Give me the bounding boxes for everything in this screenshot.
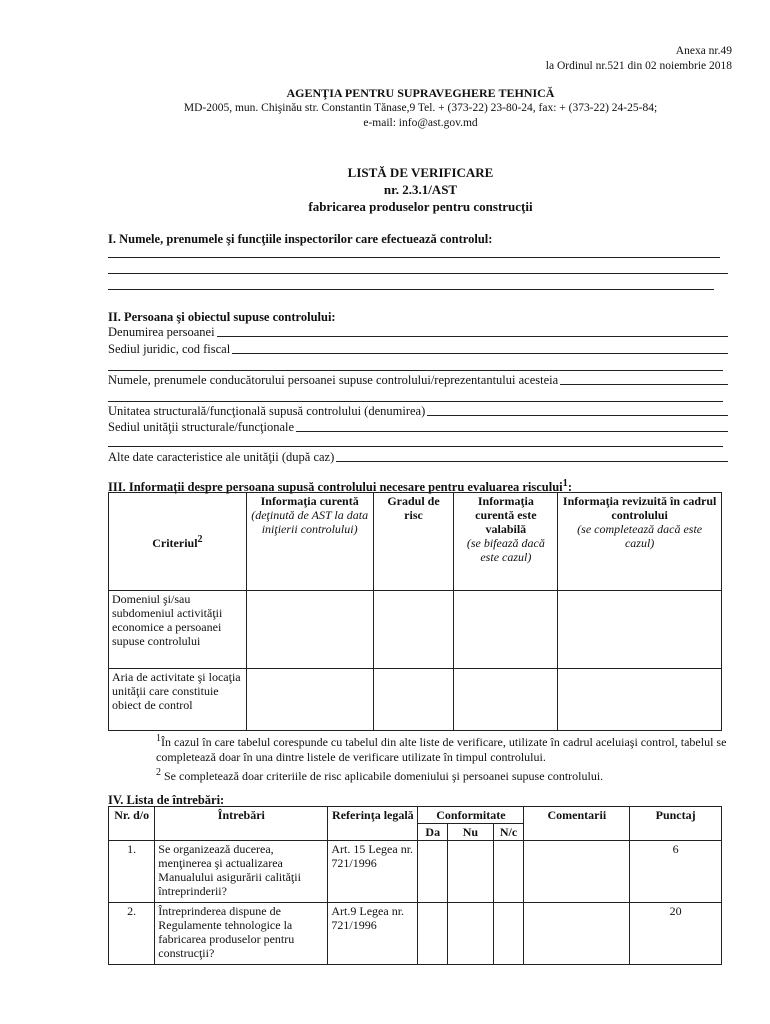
inspector-line-1[interactable] bbox=[108, 257, 720, 258]
field-other-data[interactable] bbox=[108, 449, 728, 465]
field-structural-unit[interactable] bbox=[108, 403, 728, 419]
row-number: 1. bbox=[109, 841, 155, 903]
col-conformity: Conformitate bbox=[418, 807, 524, 824]
row-number: 2. bbox=[109, 903, 155, 965]
col-current-info-label: Informaţia curentă bbox=[260, 494, 359, 508]
field-label: Sediul unităţii structurale/funcţionale bbox=[108, 420, 295, 434]
col-valid-note: (se bifează dacă este cazul) bbox=[466, 536, 545, 564]
criteria-cell: Domeniul şi/sau subdomeniul activităţii economice a persoanei supuse controlului bbox=[109, 591, 247, 669]
input-cell[interactable] bbox=[246, 591, 373, 669]
footnote-1 bbox=[156, 731, 736, 765]
yes-cell[interactable] bbox=[418, 903, 448, 965]
col-risk-level bbox=[373, 493, 454, 591]
footnote-2-text: Se completează doar criteriile de risc aplicabile domeniului şi persoanei supuse controlului. bbox=[164, 769, 604, 783]
col-yes: Da bbox=[418, 824, 448, 841]
question-text: Se organizează ducerea, menţinerea şi actualizarea Manualului asigurării calităţii întreprinderii? bbox=[155, 841, 328, 903]
col-criteriu-label: Criteriul bbox=[152, 536, 198, 550]
heading-colon: : bbox=[567, 480, 573, 495]
checkbox-cell[interactable] bbox=[454, 669, 558, 731]
footnote-2 bbox=[156, 765, 736, 784]
points-cell: 20 bbox=[630, 903, 722, 965]
field-manager-name[interactable] bbox=[108, 372, 728, 388]
footnote-ref: 2 bbox=[197, 534, 203, 545]
field-legal-address[interactable] bbox=[108, 341, 728, 357]
col-legal-ref: Referinţa legală bbox=[328, 807, 418, 841]
col-na: N/c bbox=[493, 824, 524, 841]
col-revised-note: (se completează dacă este cazul) bbox=[577, 522, 703, 550]
footnote-2-mark: 2 bbox=[156, 767, 161, 778]
col-questions: Întrebări bbox=[155, 807, 328, 841]
questions-table bbox=[108, 806, 722, 965]
section-1-heading: I. Numele, prenumele şi funcţiile inspectorilor care efectuează controlul: bbox=[108, 232, 493, 246]
agency-block bbox=[108, 86, 733, 131]
annex-number: Anexa nr.49 bbox=[675, 45, 732, 57]
col-valid bbox=[454, 493, 558, 591]
question-text: Întreprinderea dispune de Regulamente tehnologice la fabricarea produselor pentru construcţii? bbox=[155, 903, 328, 965]
agency-address: MD-2005, mun. Chişinău str. Constantin Tănase,9 Tel. + (373-22) 23-80-24, fax: + (373-22) 24-25-84; bbox=[183, 102, 658, 114]
title-line-1: LISTĂ DE VERIFICARE bbox=[347, 165, 494, 180]
title-line-2: nr. 2.3.1/AST bbox=[383, 182, 458, 197]
section-2-heading: II. Persoana şi obiectul supuse controlului: bbox=[108, 310, 336, 324]
no-cell[interactable] bbox=[448, 841, 493, 903]
field-label: Denumirea persoanei bbox=[108, 325, 215, 339]
fill-line[interactable] bbox=[217, 336, 728, 337]
input-cell[interactable] bbox=[246, 669, 373, 731]
col-revised bbox=[558, 493, 722, 591]
col-points: Punctaj bbox=[630, 807, 722, 841]
table-header-row bbox=[109, 493, 722, 591]
field-label: Numele, prenumele conducătorului persoanei supuse controlului/reprezentantului acesteia bbox=[108, 373, 559, 387]
table-row bbox=[109, 591, 722, 669]
agency-email: e-mail: info@ast.gov.md bbox=[363, 117, 478, 129]
field-unit-address[interactable] bbox=[108, 419, 728, 435]
col-revised-label: Informaţia revizuită în cadrul controlului bbox=[562, 494, 717, 522]
points-cell: 6 bbox=[630, 841, 722, 903]
table-row bbox=[109, 669, 722, 731]
field-label: Sediul juridic, cod fiscal bbox=[108, 342, 231, 356]
yes-cell[interactable] bbox=[418, 841, 448, 903]
na-cell[interactable] bbox=[493, 903, 524, 965]
section-3-heading-text: III. Informaţii despre persoana supusă controlului necesare pentru evaluarea riscului bbox=[108, 480, 563, 495]
footnotes bbox=[156, 731, 736, 784]
comment-cell[interactable] bbox=[524, 841, 630, 903]
col-criteriu bbox=[109, 493, 247, 591]
annex-reference bbox=[546, 44, 732, 74]
fill-line[interactable] bbox=[427, 415, 728, 416]
legal-ref: Art.9 Legea nr. 721/1996 bbox=[328, 903, 418, 965]
input-cell[interactable] bbox=[558, 591, 722, 669]
document-title bbox=[108, 164, 733, 215]
blank-line[interactable] bbox=[108, 446, 723, 447]
blank-line[interactable] bbox=[108, 370, 723, 371]
col-risk-level-label: Gradul de risc bbox=[387, 494, 440, 522]
col-nr: Nr. d/o bbox=[109, 807, 155, 841]
fill-line[interactable] bbox=[336, 461, 728, 462]
inspector-line-3[interactable] bbox=[108, 289, 714, 290]
col-no: Nu bbox=[448, 824, 493, 841]
footnote-1-text: În cazul în care tabelul corespunde cu tabelul din alte liste de verificare, utilizate în cadrul aceluiaşi control, tabelul se completează doar în una dintre listele de verificare utilizate în timpul controlului. bbox=[156, 735, 727, 764]
checkbox-cell[interactable] bbox=[454, 591, 558, 669]
order-reference: la Ordinul nr.521 din 02 noiembrie 2018 bbox=[545, 60, 732, 72]
table-row bbox=[109, 903, 722, 965]
table-row bbox=[109, 841, 722, 903]
fill-line[interactable] bbox=[232, 353, 728, 354]
legal-ref: Art. 15 Legea nr. 721/1996 bbox=[328, 841, 418, 903]
input-cell[interactable] bbox=[558, 669, 722, 731]
inspector-line-2[interactable] bbox=[108, 273, 728, 274]
table-header-row bbox=[109, 807, 722, 824]
input-cell[interactable] bbox=[373, 669, 454, 731]
comment-cell[interactable] bbox=[524, 903, 630, 965]
col-current-info bbox=[246, 493, 373, 591]
col-valid-label: Informaţia curentă este valabilă bbox=[475, 494, 537, 536]
fill-line[interactable] bbox=[560, 384, 728, 385]
blank-line[interactable] bbox=[108, 401, 723, 402]
footnote-ref: 1 bbox=[562, 478, 568, 489]
title-line-3: fabricarea produselor pentru construcţii bbox=[308, 199, 533, 214]
section-4-heading: IV. Lista de întrebări: bbox=[108, 793, 225, 807]
criteria-cell: Aria de activitate şi locaţia unităţii care constituie obiect de control bbox=[109, 669, 247, 731]
col-comments: Comentarii bbox=[524, 807, 630, 841]
fill-line[interactable] bbox=[296, 431, 728, 432]
no-cell[interactable] bbox=[448, 903, 493, 965]
footnote-1-mark: 1 bbox=[156, 733, 161, 744]
field-person-name[interactable] bbox=[108, 324, 728, 340]
field-label: Unitatea structurală/funcţională supusă controlului (denumirea) bbox=[108, 404, 426, 418]
agency-name: AGENŢIA PENTRU SUPRAVEGHERE TEHNICĂ bbox=[286, 86, 555, 100]
col-current-info-note: (deţinută de AST la data iniţierii controlului) bbox=[251, 508, 369, 536]
input-cell[interactable] bbox=[373, 591, 454, 669]
na-cell[interactable] bbox=[493, 841, 524, 903]
risk-info-table bbox=[108, 492, 722, 731]
field-label: Alte date caracteristice ale unităţii (după caz) bbox=[108, 450, 335, 464]
